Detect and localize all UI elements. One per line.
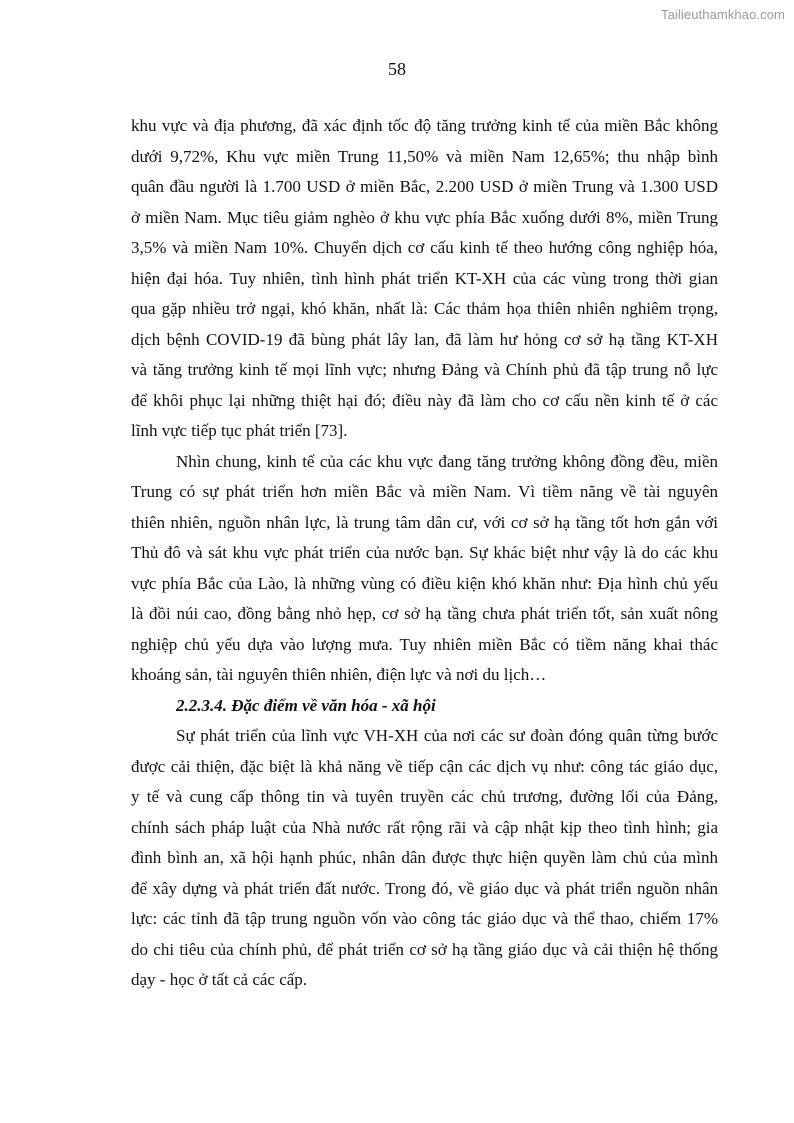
text-line: ở miền Nam. Mục tiêu giảm nghèo ở khu vực phía Bắc xuống dưới 8%, miền Trung — [131, 207, 718, 227]
page-number: 58 — [388, 59, 406, 79]
section-heading: 2.2.3.4. Đặc điểm về văn hóa - xã hội — [176, 695, 436, 715]
text-line: để khôi phục lại những thiệt hại đó; điều này đã làm cho cơ cấu nền kinh tế ở các — [131, 390, 718, 410]
text-line: lực: các tỉnh đã tập trung nguồn vốn vào công tác giáo dục và thể thao, chiếm 17% — [131, 909, 718, 928]
watermark: Tailieuthamkhao.com — [660, 7, 785, 22]
text-line: dưới 9,72%, Khu vực miền Trung 11,50% và miền Nam 12,65%; thu nhập bình — [131, 146, 718, 166]
text-line: chính sách pháp luật của Nhà nước rất rộng rãi và cập nhật kịp theo tình hình; gia — [131, 817, 718, 837]
text-line: nghiệp chủ yếu dựa vào lượng mưa. Tuy nhiên miền Bắc có tiềm năng khai thác — [131, 634, 718, 654]
text-line: và tăng trưởng kinh tế mọi lĩnh vực; nhưng Đảng và Chính phủ đã tập trung nỗ lực — [131, 360, 718, 379]
text-line: vực phía Bắc của Lào, là những vùng có điều kiện khó khăn như: Địa hình chủ yếu — [131, 573, 718, 593]
text-line: dịch bệnh COVID-19 đã bùng phát lây lan, đã làm hư hỏng cơ sở hạ tầng KT-XH — [131, 329, 718, 349]
text-line: khu vực và địa phương, đã xác định tốc độ tăng trưởng kinh tế của miền Bắc không — [131, 116, 718, 135]
text-line: thiên nhiên, nguồn nhân lực, là trung tâm dân cư, với cơ sở hạ tầng tốt hơn gắn với — [131, 512, 718, 532]
text-line: là đồi núi cao, đồng bằng nhỏ hẹp, cơ sở hạ tầng chưa phát triển tốt, sản xuất nông — [131, 604, 718, 623]
text-line: được cải thiện, đặc biệt là khả năng về tiếp cận các dịch vụ như: công tác giáo dục, — [131, 756, 718, 776]
text-line: Thủ đô và sát khu vực phát triển của nước bạn. Sự khác biệt như vậy là do các khu — [131, 543, 718, 562]
text-line: dạy - học ở tất cả các cấp. — [131, 970, 308, 989]
text-line: Sự phát triển của lĩnh vực VH-XH của nơi các sư đoàn đóng quân từng bước — [176, 726, 718, 745]
text-line: đình bình an, xã hội hạnh phúc, nhân dân được thực hiện quyền làm chủ của mình — [131, 848, 718, 867]
text-line: hiện đại hóa. Tuy nhiên, tình hình phát triển KT-XH của các vùng trong thời gian — [131, 268, 718, 288]
text-line: y tế và cung cấp thông tin và tuyên truyền các chủ trương, đường lối của Đảng, — [131, 787, 718, 806]
text-line: do chi tiêu của chính phủ, để phát triển cơ sở hạ tầng giáo dục và cải thiện hệ thống — [131, 939, 718, 959]
text-line: lĩnh vực tiếp tục phát triển [73]. — [131, 421, 348, 440]
paragraph-continuation — [131, 111, 718, 447]
text-line: Nhìn chung, kinh tế của các khu vực đang tăng trưởng không đồng đều, miền — [176, 451, 718, 471]
text-line: để xây dựng và phát triển đất nước. Trong đó, về giáo dục và phát triển nguồn nhân — [131, 878, 718, 898]
text-line: quân đầu người là 1.700 USD ở miền Bắc, 2.200 USD ở miền Trung và 1.300 USD — [131, 177, 718, 196]
paragraph-regional-economy — [131, 447, 718, 691]
document-body — [131, 111, 718, 996]
text-line: 3,5% và miền Nam 10%. Chuyển dịch cơ cấu kinh tế theo hướng công nghiệp hóa, — [131, 238, 718, 257]
paragraph-culture-society — [131, 721, 718, 996]
text-line: qua gặp nhiều trở ngại, khó khăn, nhất là: Các thảm họa thiên nhiên nghiêm trọng, — [131, 299, 718, 318]
text-line: Trung có sự phát triển hơn miền Bắc và miền Nam. Vì tiềm năng về tài nguyên — [131, 482, 718, 501]
text-line: khoáng sản, tài nguyên thiên nhiên, điện lực và nơi du lịch… — [131, 665, 547, 684]
